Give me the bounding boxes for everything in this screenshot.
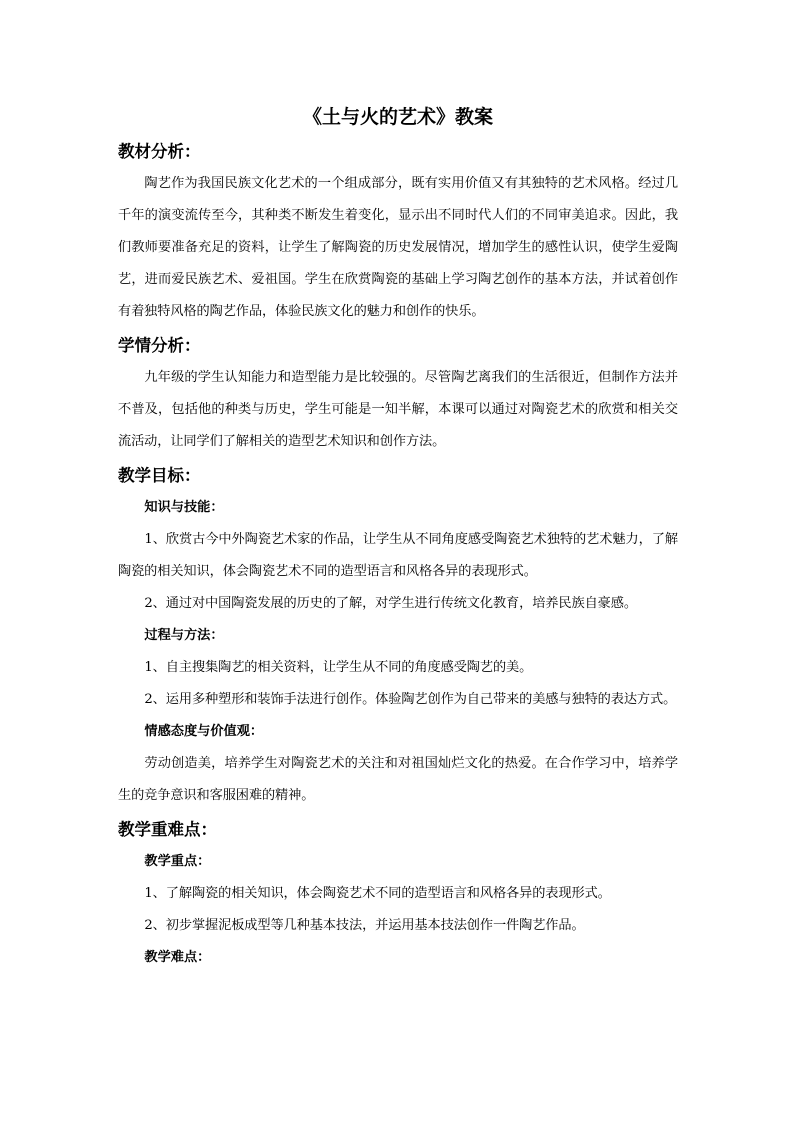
section-key-points: [118, 816, 678, 974]
section-teaching-goals: [118, 462, 678, 812]
list-item: 1、了解陶瓷的相关知识，体会陶瓷艺术不同的造型语言和风格各异的表现形式。: [144, 886, 611, 901]
paragraph: 陶艺作为我国民族文化艺术的一个组成部分，既有实用价值又有其独特的艺术风格。经过几千年的演变流传至今，其种类不断发生着变化，显示出不同时代人们的不同审美追求。因此，我们教师要准备充足的资料，让学生了解陶瓷的历史发展情况，增加学生的感性认识，使学生爱陶艺，进而爱民族艺术、爱祖国。学生在欣赏陶瓷的基础上学习陶艺创作的基本方法，并试着创作有着独特风格的陶艺作品，体验民族文化的魅力和创作的快乐。: [118, 176, 678, 319]
list-item: 2、初步掌握泥板成型等几种基本技法，并运用基本技法创作一件陶艺作品。: [144, 918, 585, 933]
sub-heading-process: 过程与方法：: [144, 628, 224, 643]
sub-heading-difficulty: 教学难点：: [144, 950, 211, 965]
list-item: 2、通过对中国陶瓷发展的历史的了解，对学生进行传统文化教育，培养民族自豪感。: [144, 596, 637, 611]
list-item: 1、自主搜集陶艺的相关资料，让学生从不同的角度感受陶艺的美。: [144, 660, 533, 675]
sub-heading-focus: 教学重点：: [144, 854, 211, 869]
sub-heading-emotion: 情感态度与价值观：: [144, 724, 264, 739]
paragraph: 九年级的学生认知能力和造型能力是比较强的。尽管陶艺离我们的生活很近，但制作方法并不普及，包括他的种类与历史，学生可能是一知半解，本课可以通过对陶瓷艺术的欣赏和相关交流活动，让同学们了解相关的造型艺术知识和创作方法。: [118, 370, 678, 449]
list-item: 1、欣赏古今中外陶瓷艺术家的作品，让学生从不同角度感受陶瓷艺术独特的艺术魅力，了解陶瓷的相关知识，体会陶瓷艺术不同的造型语言和风格各异的表现形式。: [118, 532, 678, 579]
section-heading: 教材分析：: [118, 142, 201, 161]
section-textbook-analysis: [118, 138, 678, 328]
section-heading: 教学目标：: [118, 466, 201, 485]
document-page: [118, 100, 678, 974]
section-heading: 教学重难点：: [118, 820, 217, 839]
section-student-analysis: [118, 332, 678, 458]
document-title: 《土与火的艺术》教案: [302, 106, 493, 128]
list-item: 2、运用多种塑形和装饰手法进行创作。体验陶艺创作为自己带来的美感与独特的表达方式。: [144, 692, 677, 707]
paragraph: 劳动创造美，培养学生对陶瓷艺术的关注和对祖国灿烂文化的热爱。在合作学习中，培养学生的竞争意识和客服困难的精神。: [118, 756, 678, 803]
section-heading: 学情分析：: [118, 336, 201, 355]
sub-heading-knowledge: 知识与技能：: [144, 500, 224, 515]
